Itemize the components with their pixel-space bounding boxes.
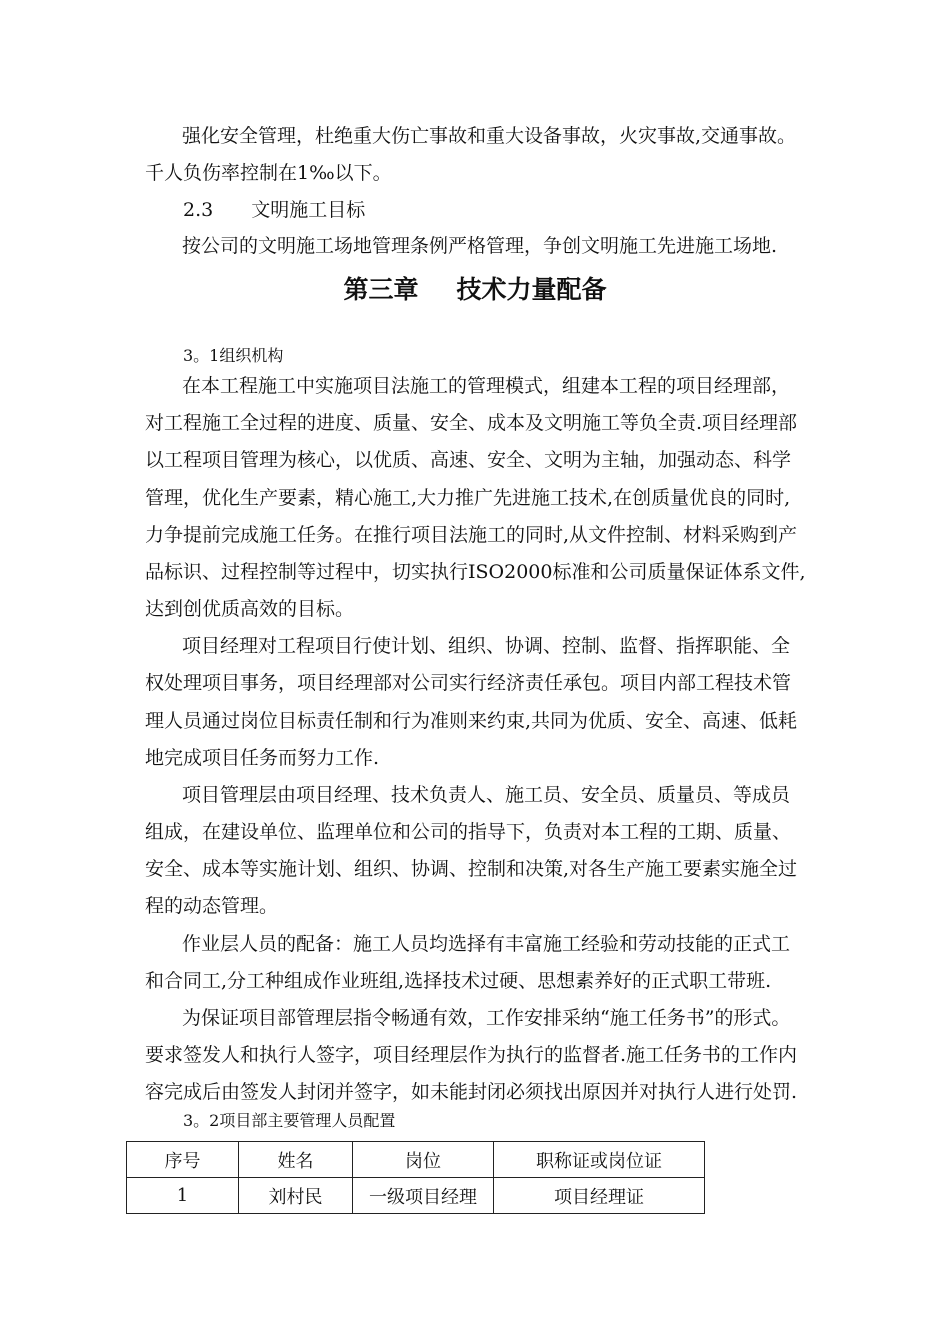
paragraph-line: 对工程施工全过程的进度、质量、安全、成本及文明施工等负全责.项目经理部 xyxy=(145,412,798,434)
paragraph-line: 组成，在建设单位、监理单位和公司的指导下，负责对本工程的工期、质量、 xyxy=(145,821,792,843)
paragraph-line: 强化安全管理，杜绝重大伤亡事故和重大设备事故，火灾事故,交通事故。 xyxy=(182,125,797,147)
section-heading-2-3 xyxy=(183,192,848,228)
paragraph-line: 和合同工,分工种组成作业班组,选择技术过硬、思想素养好的正式职工带班. xyxy=(145,970,772,992)
paragraph-line: 千人负伤率控制在1‰以下。 xyxy=(145,162,392,184)
paragraph-line: 容完成后由签发人封闭并签字，如未能封闭必须找出原因并对执行人进行处罚. xyxy=(145,1081,798,1103)
paragraph-line: 地完成项目任务而努力工作. xyxy=(145,747,380,769)
staff-table xyxy=(126,1141,705,1214)
table-header-row xyxy=(127,1142,705,1178)
paragraph-line: 作业层人员的配备：施工人员均选择有丰富施工经验和劳动技能的正式工 xyxy=(182,933,791,955)
chapter-name: 技术力量配备 xyxy=(456,275,607,304)
paragraph-line: 在本工程施工中实施项目法施工的管理模式，组建本工程的项目经理部， xyxy=(182,375,791,397)
table-cell: 项目经理证 xyxy=(494,1178,705,1214)
paragraph-line: 以工程项目管理为核心，以优质、高速、安全、文明为主轴，加强动态、科学 xyxy=(145,449,792,471)
paragraph-line: 按公司的文明施工场地管理条例严格管理，争创文明施工先进施工场地. xyxy=(182,235,778,257)
paragraph-line: 理人员通过岗位目标责任制和行为准则来约束,共同为优质、安全、高速、低耗 xyxy=(145,710,798,732)
paragraph-line: 程的动态管理。 xyxy=(145,895,279,917)
paragraph-line: 要求签发人和执行人签字，项目经理层作为执行的监督者.施工任务书的工作内 xyxy=(145,1044,798,1066)
table-cell: 1 xyxy=(127,1178,239,1214)
table-header-cell: 姓名 xyxy=(239,1142,353,1178)
table-row xyxy=(127,1178,705,1214)
section-heading-3-1: 3。1组织机构 xyxy=(183,346,284,365)
section-title: 文明施工目标 xyxy=(251,199,366,221)
section-heading-3-2: 3。2项目部主要管理人员配置 xyxy=(183,1111,396,1130)
table-header-cell: 职称证或岗位证 xyxy=(494,1142,705,1178)
paragraph-line: 项目管理层由项目经理、技术负责人、施工员、安全员、质量员、等成员 xyxy=(182,784,791,806)
paragraph-line: 品标识、过程控制等过程中，切实执行ISO2000标准和公司质量保证体系文件, xyxy=(145,561,806,583)
paragraph-line: 管理，优化生产要素，精心施工,大力推广先进施工技术,在创质量优良的同时, xyxy=(145,487,791,509)
chapter-number: 第三章 xyxy=(343,275,419,304)
table-header-cell: 序号 xyxy=(127,1142,239,1178)
paragraph-line: 力争提前完成施工任务。在推行项目法施工的同时,从文件控制、材料采购到产 xyxy=(145,524,798,546)
table-cell: 一级项目经理 xyxy=(353,1178,494,1214)
paragraph-line: 安全、成本等实施计划、组织、协调、控制和决策,对各生产施工要素实施全过 xyxy=(145,858,798,880)
paragraph-line: 项目经理对工程项目行使计划、组织、协调、控制、监督、指挥职能、全 xyxy=(182,635,791,657)
paragraph-line: 为保证项目部管理层指令畅通有效，工作安排采纳“施工任务书”的形式。 xyxy=(182,1007,791,1029)
chapter-title xyxy=(0,270,950,310)
table-header-cell: 岗位 xyxy=(353,1142,494,1178)
table-cell: 刘村民 xyxy=(239,1178,353,1214)
section-number: 2.3 xyxy=(183,199,214,221)
paragraph-line: 达到创优质高效的目标。 xyxy=(145,598,355,620)
paragraph-line: 权处理项目事务，项目经理部对公司实行经济责任承包。项目内部工程技术管 xyxy=(145,672,792,694)
